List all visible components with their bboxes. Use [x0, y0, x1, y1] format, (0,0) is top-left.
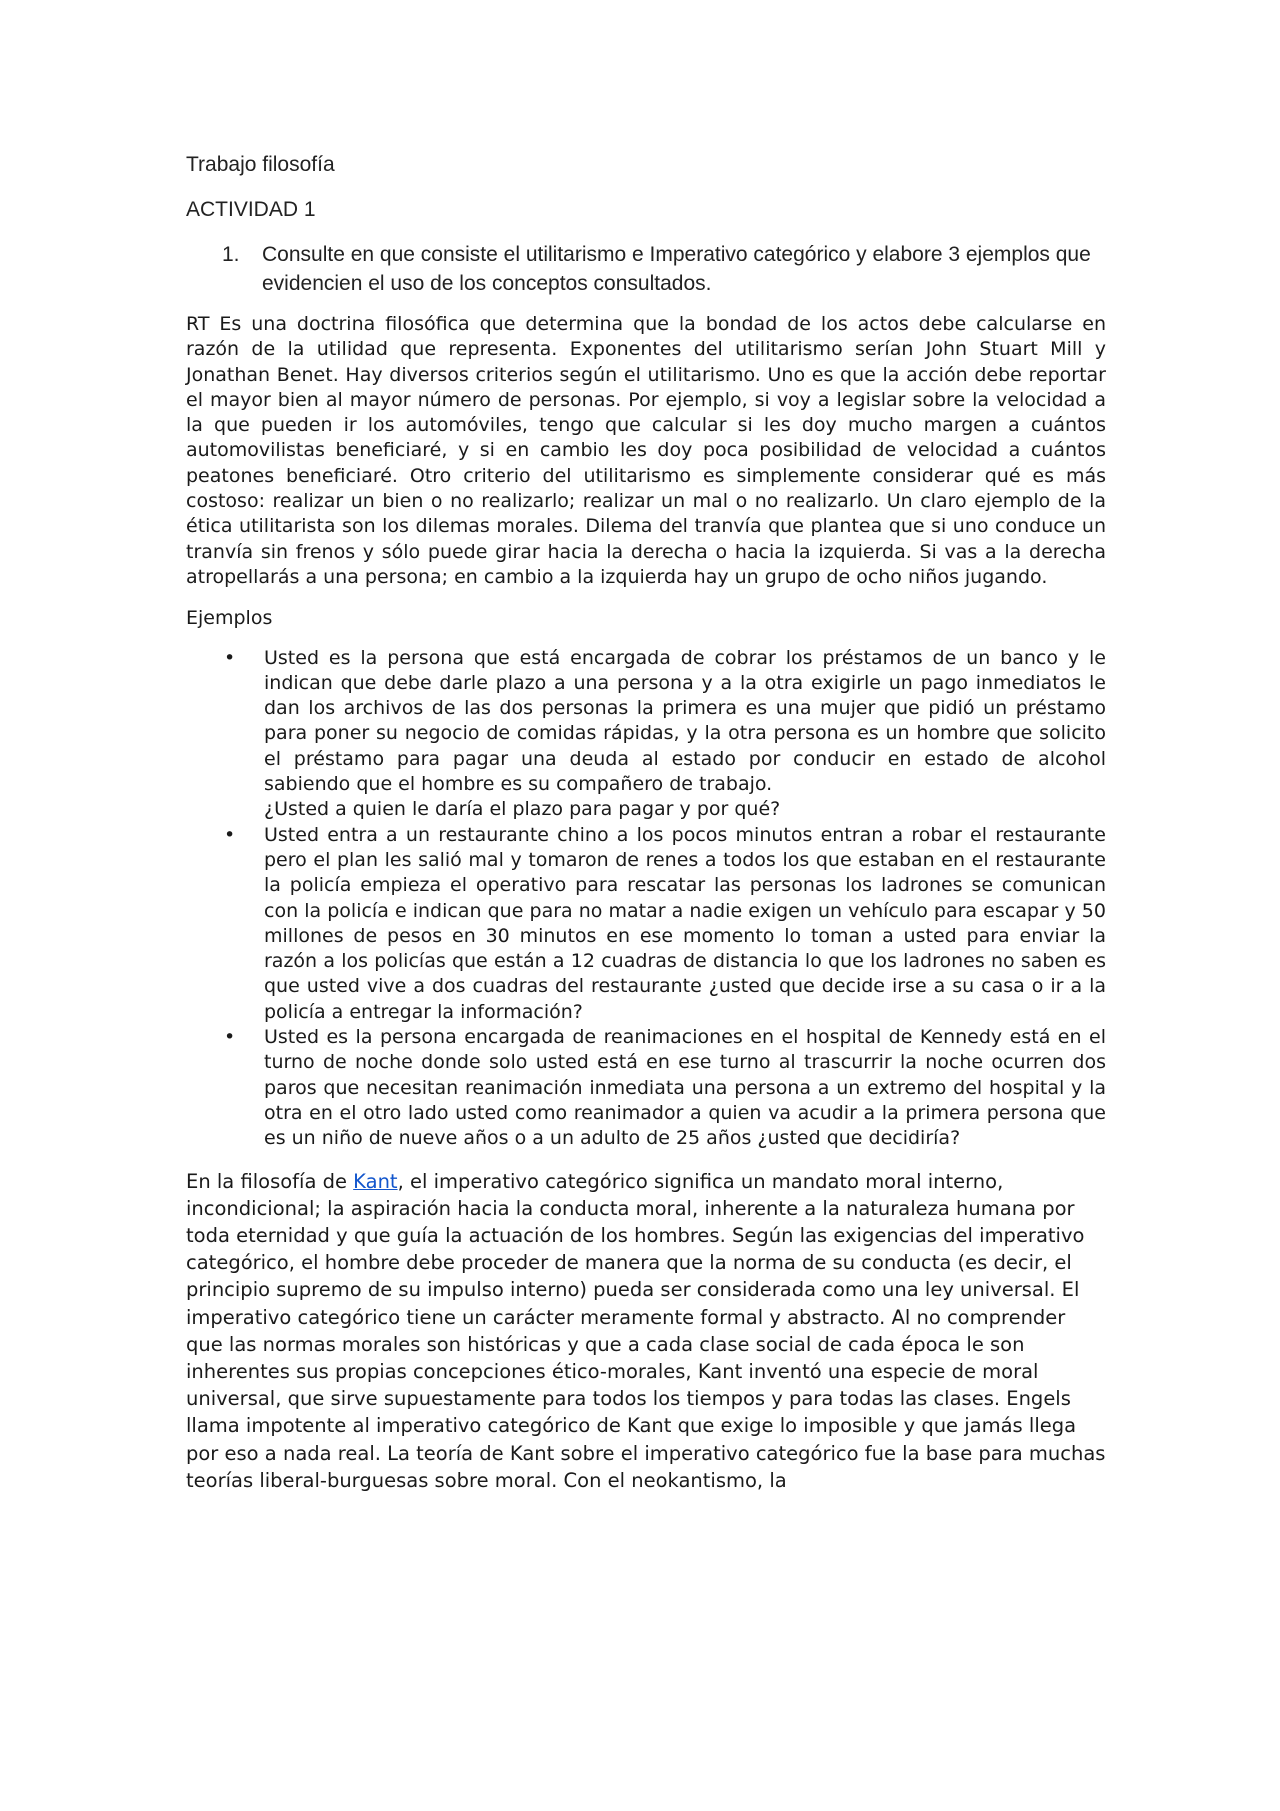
kant-body-text: , el imperativo categórico significa un mandato moral interno, incondicional; la aspiración hacia la conducta moral, inherente a la naturaleza humana por toda eternidad y que guía la actuación de los hombres. Según las exigencias del imperativo categórico, el hombre debe proceder de manera que la norma de su conducta (es decir, el principio supremo de su impulso interno) pueda ser considerada como una ley universal. El imperativo categórico tiene un carácter meramente formal y abstracto. Al no comprender que las normas morales son históricas y que a cada clase social de cada época le son inherentes sus propias concepciones ético-morales, Kant inventó una especie de moral universal, que sirve supuestamente para todos los tiempos y para todas las clases. Engels llama impotente al imperativo categórico de Kant que exige lo imposible y que jamás llega por eso a nada real. La teoría de Kant sobre el imperativo categórico fue la base para muchas teorías liberal-burguesas sobre moral. Con el neokantismo, la [186, 1169, 1106, 1492]
document-page [186, 150, 1106, 1494]
bullet-icon: • [224, 823, 236, 846]
numbered-question [222, 240, 1106, 298]
question-text: Consulte en que consiste el utilitarismo e Imperativo categórico y elabore 3 ejemplos que evidencien el uso de los conceptos consultados. [262, 243, 1091, 295]
kant-link[interactable]: Kant [353, 1169, 398, 1193]
example-question: ¿Usted a quien le daría el plazo para pagar y por qué? [264, 798, 781, 821]
examples-label: Ejemplos [186, 607, 273, 630]
list-item [186, 823, 1106, 1025]
list-item [186, 1025, 1106, 1151]
question-number: 1. [222, 243, 240, 266]
example-text: Usted es la persona que está encargada de cobrar los préstamos de un banco y le indican que debe darle plazo a una persona y a la otra exigirle un pago inmediatos le dan los archivos de las dos personas la primera es una mujer que pidió un préstamo para poner su negocio de comidas rápidas, y la otra persona es un hombre que solicito el préstamo para pagar una deuda al estado por conducir en estado de alcohol sabiendo que el hombre es su compañero de trabajo. [264, 646, 1106, 796]
list-item [186, 646, 1106, 823]
activity-heading: ACTIVIDAD 1 [186, 198, 316, 221]
document-title: Trabajo filosofía [186, 153, 335, 176]
answer-paragraph: RT Es una doctrina filosófica que determina que la bondad de los actos debe calcularse en razón de la utilidad que representa. Exponentes del utilitarismo serían John Stuart Mill y Jonathan Benet. Hay diversos criterios según el utilitarismo. Uno es que la acción debe reportar el mayor bien al mayor número de personas. Por ejemplo, si voy a legislar sobre la velocidad a la que pueden ir los automóviles, tengo que calcular si les doy mucho margen a cuántos automovilistas beneficiaré, y si en cambio les doy poca posibilidad de velocidad a cuántos peatones beneficiaré. Otro criterio del utilitarismo es simplemente considerar qué es más costoso: realizar un bien o no realizarlo; realizar un mal o no realizarlo. Un claro ejemplo de la ética utilitarista son los dilemas morales. Dilema del tranvía que plantea que si uno conduce un tranvía sin frenos y sólo puede girar hacia la derecha o hacia la izquierda. Si vas a la derecha atropellarás a una persona; en cambio a la izquierda hay un grupo de ocho niños jugando. [186, 313, 1106, 588]
bullet-icon: • [224, 1026, 236, 1049]
bullet-icon: • [224, 646, 236, 669]
examples-list [186, 646, 1106, 1152]
kant-paragraph [186, 1168, 1106, 1494]
example-text: Usted entra a un restaurante chino a los pocos minutos entran a robar el restaurante pero el plan les salió mal y tomaron de renes a todos los que estaban en el restaurante la policía empieza el operativo para rescatar las personas los ladrones se comunican con la policía e indican que para no matar a nadie exigen un vehículo para escapar y 50 millones de pesos en 30 minutos en ese momento lo toman a usted para enviar la razón a los policías que están a 12 cuadras de distancia lo que los ladrones no saben es que usted vive a dos cuadras del restaurante ¿usted que decide irse a su casa o ir a la policía a entregar la información? [264, 823, 1106, 1023]
kant-intro-text: En la filosofía de [186, 1169, 354, 1193]
example-text: Usted es la persona encargada de reanimaciones en el hospital de Kennedy está en el turno de noche donde solo usted está en ese turno al trascurrir la noche ocurren dos paros que necesitan reanimación inmediata una persona a un extremo del hospital y la otra en el otro lado usted como reanimador a quien va acudir a la primera persona que es un niño de nueve años o a un adulto de 25 años ¿usted que decidiría? [264, 1026, 1106, 1150]
